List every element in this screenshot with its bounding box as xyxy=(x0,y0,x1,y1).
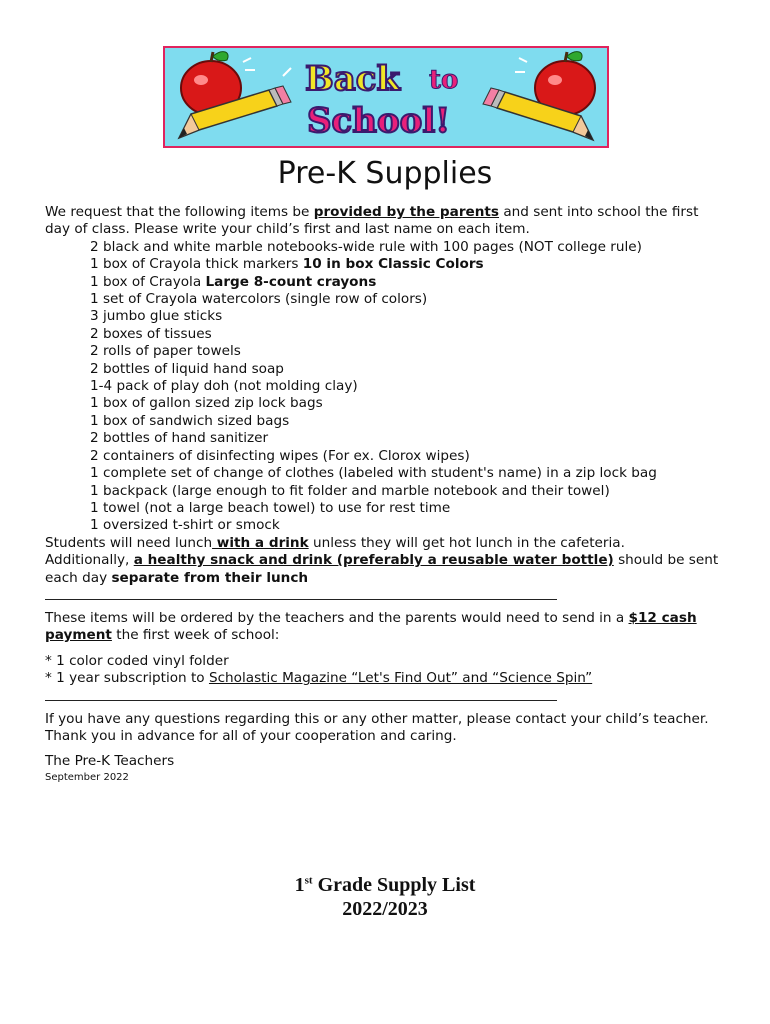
list-item: 2 rolls of paper towels xyxy=(90,343,241,360)
banner-word-to: to xyxy=(429,65,459,95)
document-body xyxy=(45,204,725,785)
divider xyxy=(45,700,557,701)
divider xyxy=(45,599,557,600)
supply-list xyxy=(45,239,725,535)
list-item: 1 box of gallon sized zip lock bags xyxy=(90,395,323,412)
list-item: 3 jumbo glue sticks xyxy=(90,308,223,325)
ordered-item-subscription: * 1 year subscription to Scholastic Magazine “Let's Find Out” and “Science Spin” xyxy=(45,670,593,687)
intro-text-rest: and sent into school the first day of class. Please write your child’s first and last name on each item. xyxy=(45,204,699,238)
list-item: 1-4 pack of play doh (not molding clay) xyxy=(90,378,358,395)
list-item: 1 towel (not a large beach towel) to use for rest time xyxy=(90,499,451,516)
list-item: 1 box of sandwich sized bags xyxy=(90,412,290,429)
list-item: 2 containers of disinfecting wipes (For ex. Clorox wipes) xyxy=(90,447,470,464)
list-item: 1 set of Crayola watercolors (single row of colors) xyxy=(90,291,428,308)
lunch-paragraph: Students will need lunch with a drink unless they will get hot lunch in the cafeteria. xyxy=(45,534,625,551)
intro-paragraph xyxy=(45,204,725,239)
banner-word-school: School! xyxy=(307,101,451,141)
sparkle-icon xyxy=(515,58,527,72)
banner-word-back: Back xyxy=(305,59,401,99)
ordered-item-folder: * 1 color coded vinyl folder xyxy=(45,652,229,669)
list-item: 2 boxes of tissues xyxy=(90,325,212,342)
list-item: 1 backpack (large enough to fit folder and marble notebook and their towel) xyxy=(90,482,610,499)
snack-paragraph: Additionally, a healthy snack and drink (preferably a reusable water bottle) should be sent each day separate from their lunch xyxy=(45,552,719,586)
intro-emphasis: provided by the parents xyxy=(313,204,500,220)
list-item: 1 complete set of change of clothes (labeled with student's name) in a zip lock bag xyxy=(90,465,657,482)
list-item: 1 oversized t-shirt or smock xyxy=(90,517,280,534)
list-item: 1 box of Crayola Large 8-count crayons xyxy=(90,273,377,290)
grade-year: 2022/2023 xyxy=(342,898,428,920)
intro-text: We request that the following items be xyxy=(45,204,314,220)
back-to-school-banner xyxy=(163,46,609,148)
list-item: 2 bottles of hand sanitizer xyxy=(90,430,269,447)
signature: The Pre-K Teachers xyxy=(45,753,175,770)
page-title: Pre-K Supplies xyxy=(277,156,493,191)
list-item: 2 black and white marble notebooks-wide rule with 100 pages (NOT college rule) xyxy=(90,238,642,255)
date: September 2022 xyxy=(45,771,129,783)
questions-paragraph: If you have any questions regarding this or any other matter, please contact your child’s teacher. Thank you in advance for all of your cooperation and caring. xyxy=(45,710,709,744)
list-item: 1 box of Crayola thick markers 10 in box Classic Colors xyxy=(90,256,484,273)
list-item: 2 bottles of liquid hand soap xyxy=(90,360,284,377)
grade-heading: 1st Grade Supply List 2022/2023 xyxy=(0,873,770,921)
ordered-paragraph: These items will be ordered by the teachers and the parents would need to send in a $12 cash payment the first week of school: xyxy=(45,609,697,644)
sparkle-icon xyxy=(243,58,291,76)
